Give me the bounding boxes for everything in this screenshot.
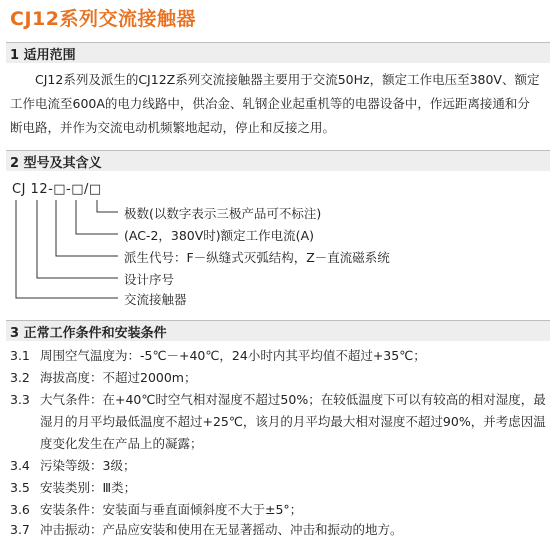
condition-text: 海拔高度：不超过2000m； [40, 370, 197, 385]
condition-item [10, 346, 550, 366]
tree-line-derivative [56, 200, 118, 256]
section-1-line: CJ12系列及派生的CJ12Z系列交流接触器主要用于交流50Hz，额定工作电压至380V、额定 [35, 72, 540, 87]
tree-line-poles [97, 200, 118, 212]
condition-text: 周围空气温度为：-5℃－+40℃，24小时内其平均值不超过+35℃； [40, 348, 426, 363]
condition-number: 3.7 [10, 522, 30, 537]
condition-text: 冲击振动：产品应安装和使用在无显著摇动、冲击和振动的地方。 [40, 522, 403, 537]
model-code: CJ 12-□-□/□ [12, 182, 102, 197]
condition-item [10, 390, 550, 410]
condition-number: 3.2 [10, 370, 30, 385]
condition-number: 3.5 [10, 480, 30, 495]
condition-number: 3.6 [10, 502, 30, 517]
condition-text: 大气条件：在+40℃时空气相对湿度不超过50%；在较低温度下可以有较高的相对湿度，最 [40, 392, 546, 407]
condition-text: 污染等级：3级； [40, 458, 136, 473]
section-1-line: 工作电流至600A的电力线路中，供冶金、轧钢企业起重机等的电器设备中，作远距离接通和分 [10, 96, 530, 111]
section-1-line: 断电路，并作为交流电动机频繁地起动，停止和反接之用。 [10, 120, 336, 135]
condition-number: 3.4 [10, 458, 30, 473]
meaning-design-serial: 设计序号 [124, 272, 175, 287]
condition-item [10, 520, 550, 540]
section-3-heading: 3 正常工作条件和安装条件 [10, 326, 167, 341]
condition-text: 安装条件：安装面与垂直面倾斜度不大于±5°； [40, 502, 303, 517]
condition-number: 3.3 [10, 392, 30, 407]
meaning-derivative-code: 派生代号：F－纵缝式灭弧结构，Z－直流磁系统 [124, 250, 390, 265]
meaning-contactor: 交流接触器 [124, 292, 187, 307]
tree-line-cj [16, 200, 118, 298]
condition-continuation: 湿月的月平均最低温度不超过+25℃，该月的月平均最大相对湿度不超过90%，并考虑因温 [40, 414, 546, 429]
section-2-heading: 2 型号及其含义 [10, 156, 102, 171]
document-title: CJ12系列交流接触器 [10, 8, 196, 30]
section-1-heading: 1 适用范围 [10, 48, 76, 63]
condition-number: 3.1 [10, 348, 30, 363]
condition-item [10, 368, 550, 388]
condition-item [10, 478, 550, 498]
condition-continuation: 度变化发生在产品上的凝露； [40, 436, 203, 451]
meaning-poles: 极数(以数字表示三极产品可不标注) [124, 206, 322, 221]
condition-item [10, 456, 550, 476]
condition-text: 安装类别：Ⅲ类； [40, 480, 137, 495]
condition-item [10, 500, 550, 520]
meaning-rated-current: (AC-2，380V时)额定工作电流(A) [124, 228, 314, 243]
